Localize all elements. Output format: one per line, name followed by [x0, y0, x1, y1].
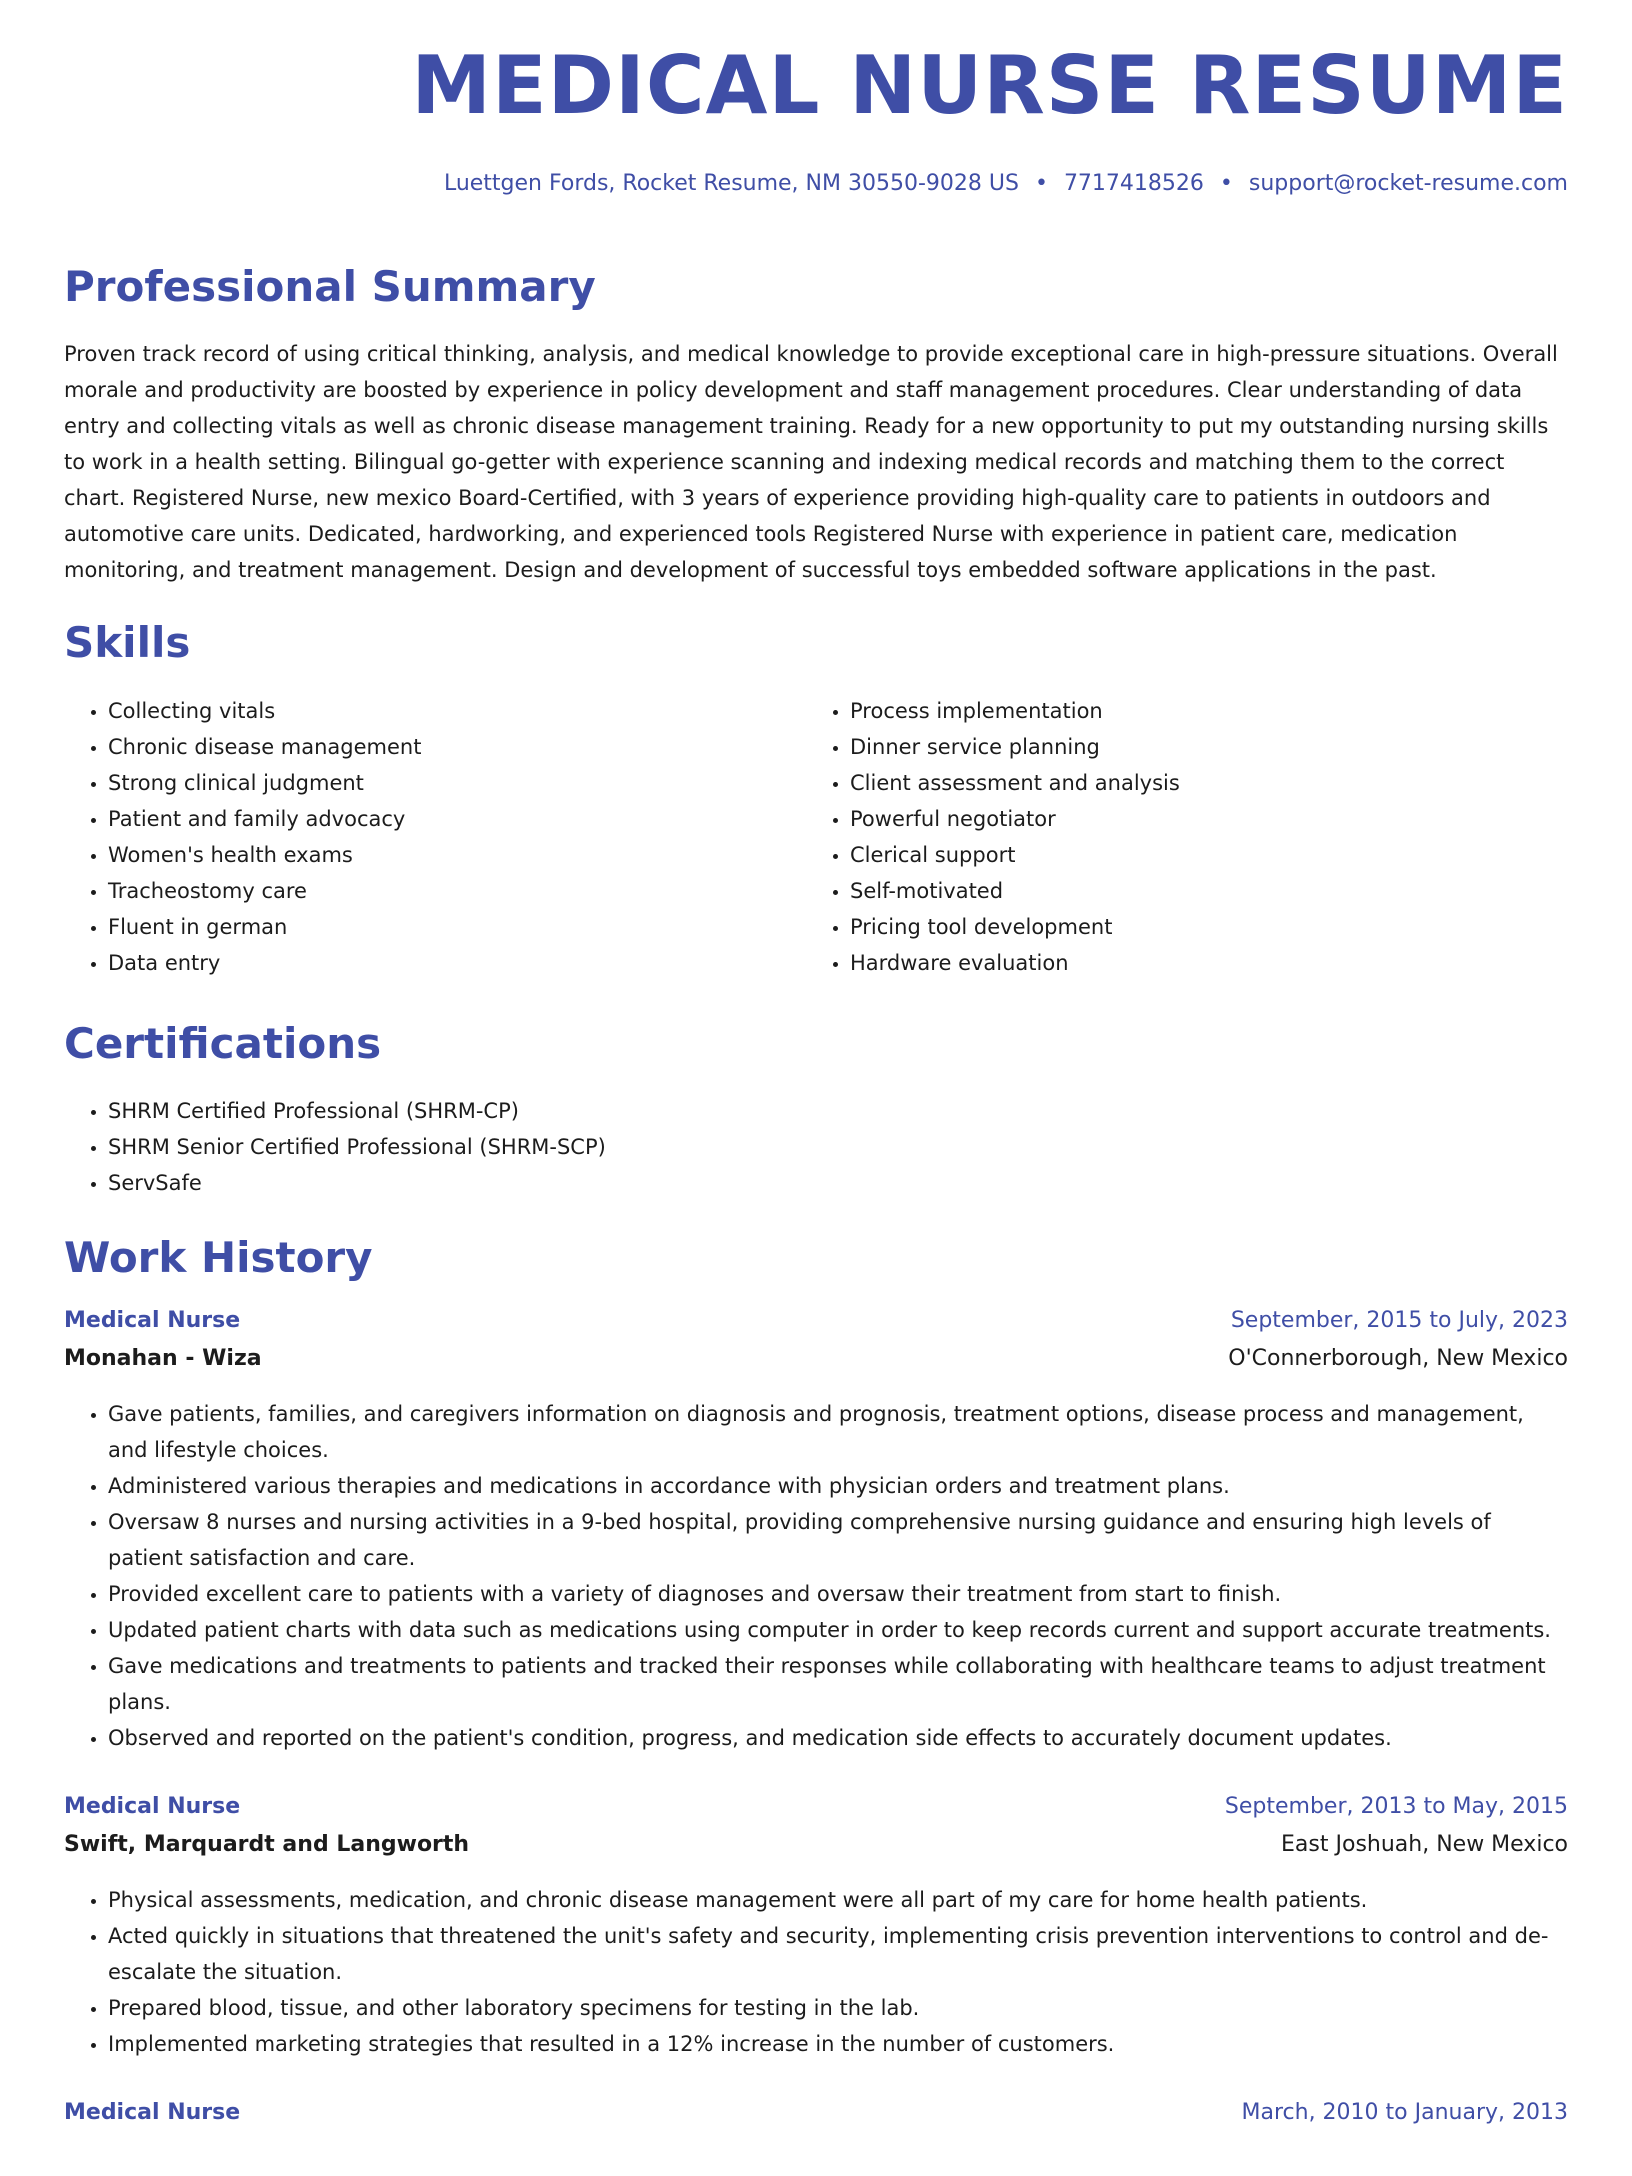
skills-heading: Skills: [64, 618, 191, 668]
skills-list-right: [806, 693, 1548, 981]
contact-line: [64, 170, 1568, 199]
job-entry: [64, 1794, 1568, 2062]
skills-list-left: [64, 693, 806, 981]
job-title-row: [64, 1794, 1568, 1832]
job-title: Medical Nurse: [64, 2099, 241, 2125]
certification-item: • SHRM Senior Certified Professional (SHRM-SCP): [108, 1129, 1568, 1165]
separator: •: [1219, 171, 1233, 196]
skill-item: • Pricing tool development: [850, 909, 1548, 945]
skills-grid: [64, 693, 1568, 981]
job-title: Medical Nurse: [64, 1793, 241, 1819]
job-entry: [64, 2100, 1568, 2138]
job-bullets: [64, 1882, 1568, 2062]
skill-item: • Fluent in german: [108, 909, 806, 945]
job-dates: September, 2013 to May, 2015: [1224, 1793, 1568, 1819]
skill-item: • Chronic disease management: [108, 729, 806, 765]
skill-item: • Patient and family advocacy: [108, 801, 806, 837]
phone: 7717418526: [1063, 171, 1204, 196]
job-location: O'Connerborough, New Mexico: [1228, 1345, 1568, 1371]
job-dates: March, 2010 to January, 2013: [1241, 2099, 1568, 2125]
job-bullets: [64, 1396, 1568, 1756]
job-title-row: [64, 2100, 1568, 2138]
skill-item: • Clerical support: [850, 837, 1548, 873]
work-history-heading: Work History: [64, 1233, 373, 1283]
skill-item: • Collecting vitals: [108, 693, 806, 729]
job-title-row: [64, 1308, 1568, 1346]
skill-item: • Dinner service planning: [850, 729, 1548, 765]
skill-item: • Tracheostomy care: [108, 873, 806, 909]
job-entry: [64, 1308, 1568, 1756]
job-bullet: • Prepared blood, tissue, and other laboratory specimens for testing in the lab.: [108, 1990, 1568, 2026]
certifications-list: [64, 1093, 1568, 1201]
skill-item: • Hardware evaluation: [850, 945, 1548, 981]
certification-item: • SHRM Certified Professional (SHRM-CP): [108, 1093, 1568, 1129]
job-company-row: [64, 1346, 1568, 1382]
skill-item: • Self-motivated: [850, 873, 1548, 909]
skill-item: • Strong clinical judgment: [108, 765, 806, 801]
email: support@rocket-resume.com: [1248, 171, 1568, 196]
job-dates: September, 2015 to July, 2023: [1230, 1307, 1568, 1333]
skill-item: • Process implementation: [850, 693, 1548, 729]
skill-item: • Women's health exams: [108, 837, 806, 873]
job-bullet: • Observed and reported on the patient's condition, progress, and medication side effects to accurately document updates.: [108, 1720, 1568, 1756]
job-company: Monahan - Wiza: [64, 1345, 262, 1371]
certification-item: • ServSafe: [108, 1165, 1568, 1201]
job-bullet: • Oversaw 8 nurses and nursing activities in a 9-bed hospital, providing comprehensive nursing guidance and ensuring high levels of patient satisfaction and care.: [108, 1504, 1568, 1576]
separator: •: [1034, 171, 1048, 196]
job-bullet: • Gave medications and treatments to patients and tracked their responses while collaborating with healthcare teams to adjust treatment plans.: [108, 1648, 1568, 1720]
address: Luettgen Fords, Rocket Resume, NM 30550-9028 US: [443, 171, 1019, 196]
job-bullet: • Administered various therapies and medications in accordance with physician orders and treatment plans.: [108, 1468, 1568, 1504]
job-bullet: • Provided excellent care to patients with a variety of diagnoses and oversaw their treatment from start to finish.: [108, 1576, 1568, 1612]
job-bullet: • Updated patient charts with data such as medications using computer in order to keep records current and support accurate treatments.: [108, 1612, 1568, 1648]
resume-header: [64, 40, 1568, 199]
job-bullet: • Gave patients, families, and caregivers information on diagnosis and prognosis, treatment options, disease process and management, and lifestyle choices.: [108, 1396, 1568, 1468]
certifications-heading: Certifications: [64, 1018, 382, 1068]
job-bullet: • Acted quickly in situations that threatened the unit's safety and security, implementing crisis prevention interventions to control and de-escalate the situation.: [108, 1918, 1568, 1990]
job-company-row: [64, 1832, 1568, 1868]
job-location: East Joshuah, New Mexico: [1281, 1831, 1568, 1857]
job-bullet: • Implemented marketing strategies that resulted in a 12% increase in the number of customers.: [108, 2026, 1568, 2062]
skill-item: • Powerful negotiator: [850, 801, 1548, 837]
skill-item: • Data entry: [108, 945, 806, 981]
summary-text: Proven track record of using critical thinking, analysis, and medical knowledge to provide exceptional care in high-pressure situations. Overall morale and productivity are boosted by experience in policy development and staff management procedures. Clear understanding of data entry and collecting vitals as well as chronic disease management training. Ready for a new opportunity to put my outstanding nursing skills to work in a health setting. Bilingual go-getter with experience scanning and indexing medical records and matching them to the correct chart. Registered Nurse, new mexico Board-Certified, with 3 years of experience providing high-quality care to patients in outdoors and automotive care units. Dedicated, hardworking, and experienced tools Registered Nurse with experience in patient care, medication monitoring, and treatment management. Design and development of successful toys embedded software applications in the past.: [64, 342, 1558, 583]
resume-content: [64, 262, 1568, 2176]
page-title: MEDICAL NURSE RESUME: [411, 39, 1568, 132]
skill-item: • Client assessment and analysis: [850, 765, 1548, 801]
job-title: Medical Nurse: [64, 1307, 241, 1333]
summary-heading: Professional Summary: [64, 262, 596, 311]
job-bullet: • Physical assessments, medication, and chronic disease management were all part of my care for home health patients.: [108, 1882, 1568, 1918]
job-company: Swift, Marquardt and Langworth: [64, 1831, 470, 1857]
